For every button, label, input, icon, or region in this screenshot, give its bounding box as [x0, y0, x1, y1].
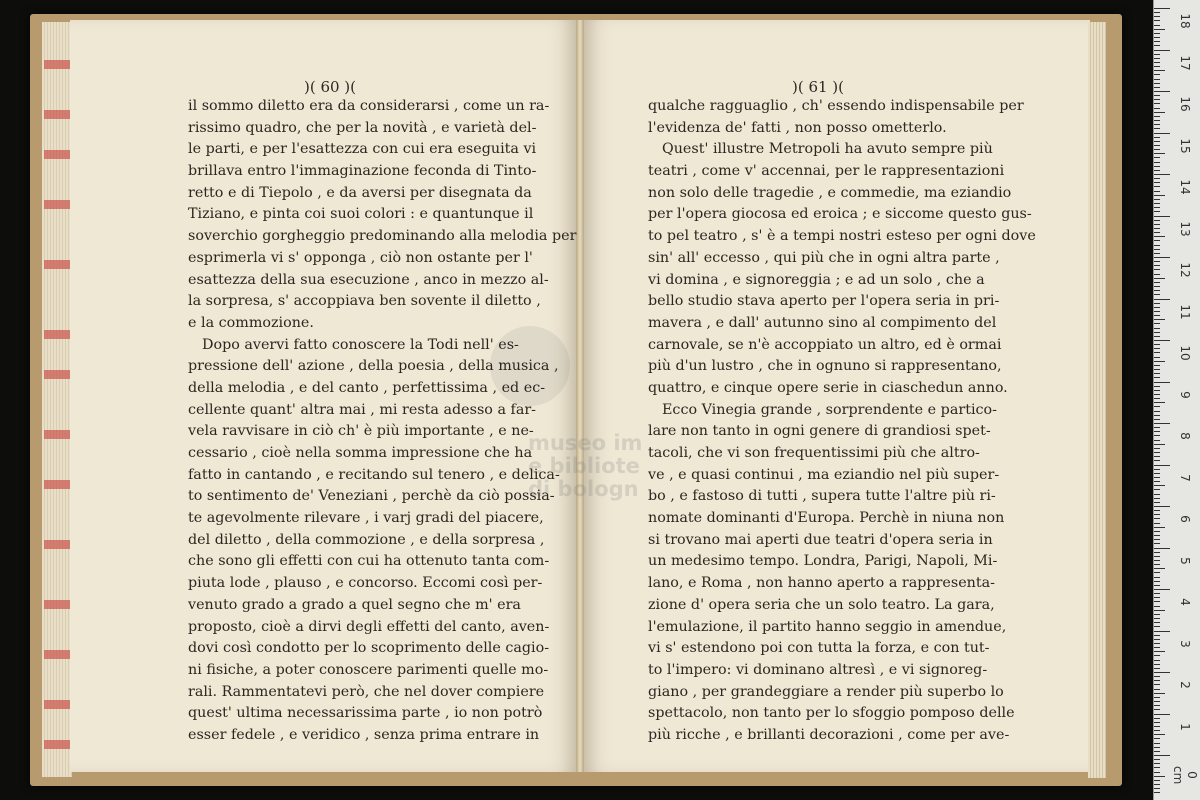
red-edge-mark [44, 430, 70, 439]
text-line: nomate dominanti d'Europa. Perchè in niuna non [648, 510, 1005, 527]
watermark-line: di bologn [528, 477, 639, 501]
text-line: cessario , cioè nella somma impressione che ha [188, 445, 533, 461]
ruler-tick [1154, 539, 1160, 540]
ruler-tick [1154, 440, 1160, 441]
ruler-label: 12 [1178, 262, 1192, 278]
ruler-tick [1154, 506, 1170, 507]
text-line: un medesimo tempo. Londra, Parigi, Napoli, Mi- [648, 553, 998, 570]
ruler-tick [1154, 141, 1160, 142]
ruler-tick [1154, 311, 1160, 312]
ruler-tick [1154, 751, 1160, 752]
right-page-number: )( 61 )( [791, 78, 845, 96]
ruler-tick [1154, 730, 1160, 731]
ruler-label: 7 [1178, 473, 1192, 482]
text-line: Tiziano, e pinta coi suoi colori : e quantunque il [188, 206, 534, 223]
text-line: Ecco Vinegia grande , sorprendente e partico- [662, 401, 997, 418]
ruler-tick [1154, 294, 1160, 295]
text-line: esser fedele , e veridico , senza prima entrare in [188, 726, 540, 743]
ruler-tick [1154, 120, 1160, 121]
left-page-number: )( 60 )( [303, 78, 357, 96]
ruler-tick [1154, 186, 1160, 187]
ruler-tick [1154, 265, 1160, 266]
text-line: giano , per grandeggiare a render più superbo lo [648, 683, 1004, 700]
ruler-tick [1154, 91, 1170, 92]
ruler-tick [1154, 494, 1160, 495]
ruler-tick [1154, 290, 1160, 291]
ruler-tick [1154, 282, 1160, 283]
red-edge-mark [44, 260, 70, 269]
ruler-tick [1154, 460, 1160, 461]
ruler-tick [1154, 543, 1160, 544]
ruler-tick [1154, 66, 1160, 67]
ruler-tick [1154, 738, 1160, 739]
ruler-tick [1154, 54, 1160, 55]
ruler-tick [1154, 323, 1160, 324]
ruler-tick [1154, 157, 1160, 158]
watermark-line: e bibliote [528, 454, 640, 478]
ruler-tick [1154, 8, 1170, 9]
ruler-tick [1154, 759, 1160, 760]
red-edge-mark [44, 540, 70, 549]
ruler-label: 18 [1178, 13, 1192, 29]
ruler-tick [1154, 83, 1160, 84]
ruler-tick [1154, 382, 1170, 383]
ruler-tick [1154, 112, 1165, 113]
ruler-tick [1154, 510, 1160, 511]
ruler-tick [1154, 216, 1170, 217]
ruler-tick [1154, 348, 1160, 349]
ruler-tick [1154, 411, 1160, 412]
ruler-tick [1154, 365, 1160, 366]
ruler-tick [1154, 556, 1160, 557]
ruler-tick [1154, 99, 1160, 100]
ruler-label: 2 [1178, 681, 1192, 689]
text-line: fatto in cantando , e recitando sul tenero , e delica- [188, 466, 560, 483]
ruler-tick [1154, 228, 1160, 229]
ruler-tick [1154, 743, 1160, 744]
ruler-tick [1154, 87, 1160, 88]
text-line: vi s' estendono poi con tutta la forza, e con tut- [648, 640, 990, 657]
ruler-tick [1154, 315, 1160, 316]
ruler-tick [1154, 718, 1160, 719]
ruler-tick [1154, 680, 1160, 681]
ruler-tick [1154, 20, 1160, 21]
ruler-tick [1154, 676, 1160, 677]
text-line: rissimo quadro, che per la novità , e varietà del- [188, 119, 537, 136]
ruler-tick [1154, 456, 1160, 457]
ruler-tick [1154, 423, 1170, 424]
text-line: soverchio gorgheggio predominando alla melodia per [188, 228, 577, 245]
text-line: spettacolo, non tanto per lo sfoggio pomposo delle [648, 705, 1015, 722]
ruler-tick [1154, 684, 1160, 685]
text-line: si trovano mai aperti due teatri d'opera seria in [648, 531, 993, 548]
ruler-tick [1154, 25, 1160, 26]
red-edge-mark [44, 480, 70, 489]
ruler-label: 13 [1178, 220, 1192, 237]
ruler-tick [1154, 352, 1160, 353]
ruler-tick [1154, 784, 1160, 785]
ruler-tick [1154, 585, 1160, 586]
ruler-tick [1154, 672, 1170, 673]
right-page-stack-edge [1088, 22, 1106, 778]
ruler-label: 8 [1178, 432, 1192, 440]
text-line: ni fisiche, a poter conoscere parimenti quelle mo- [188, 661, 549, 678]
ruler-tick [1154, 178, 1160, 179]
ruler-tick [1154, 788, 1160, 789]
ruler-tick [1154, 336, 1160, 337]
text-line: Quest' illustre Metropoli ha avuto sempre più [662, 141, 993, 158]
ruler-tick [1154, 402, 1165, 403]
ruler-tick [1154, 485, 1165, 486]
ruler-tick [1154, 448, 1160, 449]
ruler-tick [1154, 560, 1160, 561]
ruler-tick [1154, 199, 1160, 200]
ruler-tick [1154, 236, 1165, 237]
ruler-tick [1154, 693, 1165, 694]
ruler-tick [1154, 245, 1160, 246]
text-line: zione d' opera seria che un solo teatro. La gara, [648, 596, 995, 613]
ruler-tick [1154, 597, 1160, 598]
ruler-tick [1154, 780, 1160, 781]
ruler-label: 15 [1178, 137, 1192, 154]
ruler-tick [1154, 643, 1160, 644]
ruler-label: 10 [1178, 345, 1192, 361]
ruler-tick [1154, 303, 1160, 304]
red-edge-mark [44, 330, 70, 339]
ruler-tick [1154, 278, 1165, 279]
ruler-tick [1154, 572, 1160, 573]
ruler-tick [1154, 357, 1160, 358]
ruler-tick [1154, 498, 1160, 499]
ruler-tick [1154, 697, 1160, 698]
ruler-tick [1154, 361, 1165, 362]
ruler-tick [1154, 635, 1160, 636]
ruler-tick [1154, 531, 1160, 532]
ruler-tick [1154, 427, 1160, 428]
ruler-tick [1154, 444, 1165, 445]
ruler-tick [1154, 328, 1160, 329]
ruler-tick [1154, 568, 1165, 569]
ruler-tick [1154, 763, 1160, 764]
ruler-tick [1154, 16, 1160, 17]
ruler-tick [1154, 174, 1170, 175]
ruler-tick [1154, 626, 1160, 627]
text-line: del diletto , della commozione , e della sorpresa , [188, 531, 545, 548]
ruler-tick [1154, 332, 1160, 333]
text-line: vela ravvisare in ciò ch' è più importante , e ne- [188, 423, 534, 440]
ruler-tick [1154, 502, 1160, 503]
ruler-tick [1154, 660, 1160, 661]
left-page-text [188, 96, 576, 747]
ruler-tick [1154, 664, 1160, 665]
text-line: tacoli, che vi son frequentissimi più che altro- [648, 445, 980, 461]
ruler-label: 11 [1178, 303, 1192, 320]
text-line: lano, e Roma , non hanno aperto a rappresenta- [648, 575, 995, 592]
ruler-tick [1154, 552, 1160, 553]
text-line: esattezza della sua esecuzione , anco in mezzo al- [188, 271, 549, 288]
ruler-tick [1154, 207, 1160, 208]
red-edge-mark [44, 60, 70, 69]
ruler-tick [1154, 103, 1160, 104]
ruler-tick [1154, 610, 1165, 611]
ruler-tick [1154, 419, 1160, 420]
text-line: ve , e quasi continui , ma eziandio nel più super- [648, 466, 1000, 483]
ruler-tick [1154, 62, 1160, 63]
red-edge-mark [44, 700, 70, 709]
red-edge-mark [44, 370, 70, 379]
ruler-tick [1154, 523, 1160, 524]
ruler-tick [1154, 274, 1160, 275]
ruler-tick [1154, 452, 1160, 453]
ruler-tick [1154, 211, 1160, 212]
ruler-tick [1154, 153, 1165, 154]
left-page-stack-edge [42, 22, 72, 777]
ruler-tick [1154, 377, 1160, 378]
ruler-tick [1154, 203, 1160, 204]
ruler-tick [1154, 589, 1170, 590]
red-edge-mark [44, 150, 70, 159]
ruler-tick [1154, 618, 1160, 619]
ruler-tick [1154, 307, 1160, 308]
ruler-tick [1154, 41, 1160, 42]
ruler-tick [1154, 518, 1160, 519]
text-line: che sono gli effetti con cui ha ottenuto tanta com- [188, 553, 550, 570]
ruler-label: 0 cm [1171, 766, 1199, 785]
ruler-label: 17 [1178, 54, 1192, 71]
text-line: rali. Rammentatevi però, che nel dover compiere [188, 683, 545, 700]
ruler-tick [1154, 340, 1170, 341]
ruler-label: 5 [1178, 556, 1192, 565]
ruler-tick [1154, 606, 1160, 607]
text-line: l'emulazione, il partito hanno seggio in amendue, [648, 618, 1007, 635]
red-edge-mark [44, 600, 70, 609]
text-line: brillava entro l'immaginazione feconda di Tinto- [188, 163, 537, 180]
ruler-tick [1154, 45, 1160, 46]
ruler-label: 3 [1178, 639, 1192, 648]
text-line: la sorpresa, s' accoppiava ben sovente il diletto , [188, 293, 541, 310]
text-line: Dopo avervi fatto conoscere la Todi nell' es- [202, 336, 519, 353]
text-line: il sommo diletto era da considerarsi , come un ra- [188, 98, 550, 114]
red-edge-mark [44, 650, 70, 659]
text-line: piuta lode , plauso , e concorso. Eccomi così per- [188, 575, 543, 592]
ruler-tick [1154, 74, 1160, 75]
ruler-tick [1154, 581, 1160, 582]
text-line: per l'opera giocosa ed eroica ; e siccome questo gus- [648, 206, 1032, 223]
ruler-tick [1154, 631, 1170, 632]
ruler-tick [1154, 269, 1160, 270]
measurement-ruler [1153, 0, 1200, 800]
text-line: quest' ultima necessarissima parte , io non potrò [188, 705, 543, 722]
ruler-tick [1154, 394, 1160, 395]
ruler-tick [1154, 734, 1165, 735]
text-line: le parti, e per l'esattezza con cui era eseguita vi [188, 141, 537, 158]
text-line: l'evidenza de' fatti , non posso ometterlo. [648, 119, 947, 136]
ruler-tick [1154, 220, 1160, 221]
text-line: to pel teatro , s' è a tempi nostri esteso per ogni dove [648, 228, 1036, 245]
ruler-tick [1154, 435, 1160, 436]
ruler-tick [1154, 398, 1160, 399]
ruler-tick [1154, 162, 1160, 163]
text-line: esprimerla vi s' opponga , ciò non ostante per l' [188, 249, 533, 266]
ruler-tick [1154, 149, 1160, 150]
ruler-tick [1154, 622, 1160, 623]
text-line: pressione dell' azione , della poesia , della musica , [188, 358, 559, 375]
ruler-tick [1154, 257, 1170, 258]
ruler-tick [1154, 527, 1165, 528]
ruler-tick [1154, 792, 1160, 793]
ruler-tick [1154, 465, 1170, 466]
ruler-tick [1154, 415, 1160, 416]
text-line: lare non tanto in ogni genere di grandiosi spet- [648, 423, 991, 440]
ruler-tick [1154, 406, 1160, 407]
ruler-tick [1154, 668, 1160, 669]
ruler-tick [1154, 614, 1160, 615]
ruler-tick [1154, 124, 1160, 125]
right-page-text [648, 96, 1036, 747]
text-line: più d'un lustro , che in ognuno si rappresentano, [648, 358, 1002, 375]
ruler-tick [1154, 50, 1170, 51]
ruler-tick [1154, 755, 1170, 756]
ruler-tick [1154, 299, 1170, 300]
text-line: venuto grado a grado a quel segno che m' era [188, 596, 521, 613]
ruler-tick [1154, 182, 1160, 183]
ruler-tick [1154, 651, 1165, 652]
ruler-tick [1154, 369, 1160, 370]
ruler-tick [1154, 431, 1160, 432]
text-line: quattro, e cinque opere serie in ciaschedun anno. [648, 379, 1008, 396]
ruler-tick [1154, 224, 1160, 225]
ruler-tick [1154, 548, 1170, 549]
ruler-tick [1154, 29, 1165, 30]
ruler-tick [1154, 373, 1160, 374]
ruler-tick [1154, 577, 1160, 578]
text-line: proposto, cioè a dirvi degli effetti del canto, aven- [188, 618, 550, 635]
ruler-tick [1154, 386, 1160, 387]
ruler-tick [1154, 564, 1160, 565]
ruler-tick [1154, 253, 1160, 254]
red-edge-mark [44, 200, 70, 209]
ruler-tick [1154, 747, 1160, 748]
text-line: più ricche , e brillanti decorazioni , come per ave- [648, 726, 1010, 743]
ruler-tick [1154, 639, 1160, 640]
ruler-tick [1154, 776, 1165, 777]
ruler-tick [1154, 473, 1160, 474]
ruler-tick [1154, 261, 1160, 262]
watermark-line: museo im [528, 431, 643, 455]
ruler-tick [1154, 95, 1160, 96]
ruler-label: 9 [1178, 390, 1192, 399]
ruler-tick [1154, 70, 1165, 71]
ruler-tick [1154, 722, 1160, 723]
text-line: to sentimento de' Veneziani , perchè da ciò possia- [188, 488, 555, 505]
ruler-tick [1154, 232, 1160, 233]
ruler-tick [1154, 709, 1160, 710]
text-line: bello studio stava aperto per l'opera seria in pri- [648, 293, 1000, 310]
ruler-tick [1154, 33, 1160, 34]
ruler-tick [1154, 240, 1160, 241]
ruler-tick [1154, 647, 1160, 648]
text-line: retto e di Tiepolo , e da aversi per disegnata da [188, 184, 532, 201]
text-line: non solo delle tragedie , e commedie, ma eziandio [648, 184, 1012, 201]
text-line: e la commozione. [188, 314, 314, 331]
ruler-tick [1154, 477, 1160, 478]
ruler-tick [1154, 593, 1160, 594]
ruler-tick [1154, 170, 1160, 171]
ruler-tick [1154, 481, 1160, 482]
ruler-tick [1154, 79, 1160, 80]
ruler-tick [1154, 772, 1160, 773]
ruler-tick [1154, 701, 1160, 702]
text-line: sin' all' eccesso , qui più che in ogni altra parte , [648, 249, 1000, 266]
ruler-label: 6 [1178, 515, 1192, 523]
ruler-tick [1154, 166, 1160, 167]
ruler-tick [1154, 12, 1160, 13]
text-line: dovi così condotto per lo scoprimento delle cagio- [188, 640, 550, 657]
text-line: te agevolmente rilevare , i varj gradi del piacere, [188, 510, 544, 527]
ruler-tick [1154, 145, 1160, 146]
ruler-tick [1154, 58, 1160, 59]
text-line: to l'impero: vi dominano altresì , e vi signoreg- [648, 661, 988, 678]
text-line: della melodia , e del canto , perfettissima , ed ec- [188, 379, 546, 396]
ruler-tick [1154, 37, 1160, 38]
ruler-tick [1154, 655, 1160, 656]
red-edge-mark [44, 110, 70, 119]
ruler-label: 1 [1178, 722, 1192, 731]
ruler-tick [1154, 195, 1165, 196]
ruler-tick [1154, 191, 1160, 192]
ruler-tick [1154, 137, 1160, 138]
book-gutter [576, 20, 584, 772]
ruler-tick [1154, 514, 1160, 515]
text-line: cellente quant' altra mai , mi resta adesso a far- [188, 401, 537, 418]
ruler-tick [1154, 344, 1160, 345]
ruler-tick [1154, 319, 1165, 320]
ruler-tick [1154, 286, 1160, 287]
ruler-tick [1154, 535, 1160, 536]
ruler-tick [1154, 469, 1160, 470]
ruler-label: 4 [1178, 598, 1192, 606]
ruler-tick [1154, 767, 1160, 768]
text-line: bo , e fastoso di tutti , supera tutte l'altre più ri- [648, 488, 996, 505]
text-line: carnovale, se n'è accoppiato un altro, ed è ormai [648, 336, 1002, 353]
ruler-tick [1154, 390, 1160, 391]
ruler-tick [1154, 601, 1160, 602]
ruler-tick [1154, 689, 1160, 690]
text-line: teatri , come v' accennai, per le rappresentazioni [648, 163, 1005, 180]
ruler-tick [1154, 489, 1160, 490]
ruler-tick [1154, 116, 1160, 117]
ruler-tick [1154, 249, 1160, 250]
ruler-label: 16 [1178, 96, 1192, 112]
ruler-tick [1154, 705, 1160, 706]
text-line: qualche ragguaglio , ch' essendo indispensabile per [648, 98, 1024, 114]
ruler-tick [1154, 726, 1160, 727]
text-line: vi domina , e signoreggia ; e ad un solo , che a [648, 271, 985, 288]
ruler-tick [1154, 108, 1160, 109]
text-line: mavera , e dall' autunno sino al compimento del [648, 314, 997, 331]
ruler-tick [1154, 714, 1170, 715]
ruler-tick [1154, 128, 1160, 129]
ruler-label: 14 [1178, 179, 1192, 195]
ruler-tick [1154, 133, 1170, 134]
red-edge-mark [44, 740, 70, 749]
